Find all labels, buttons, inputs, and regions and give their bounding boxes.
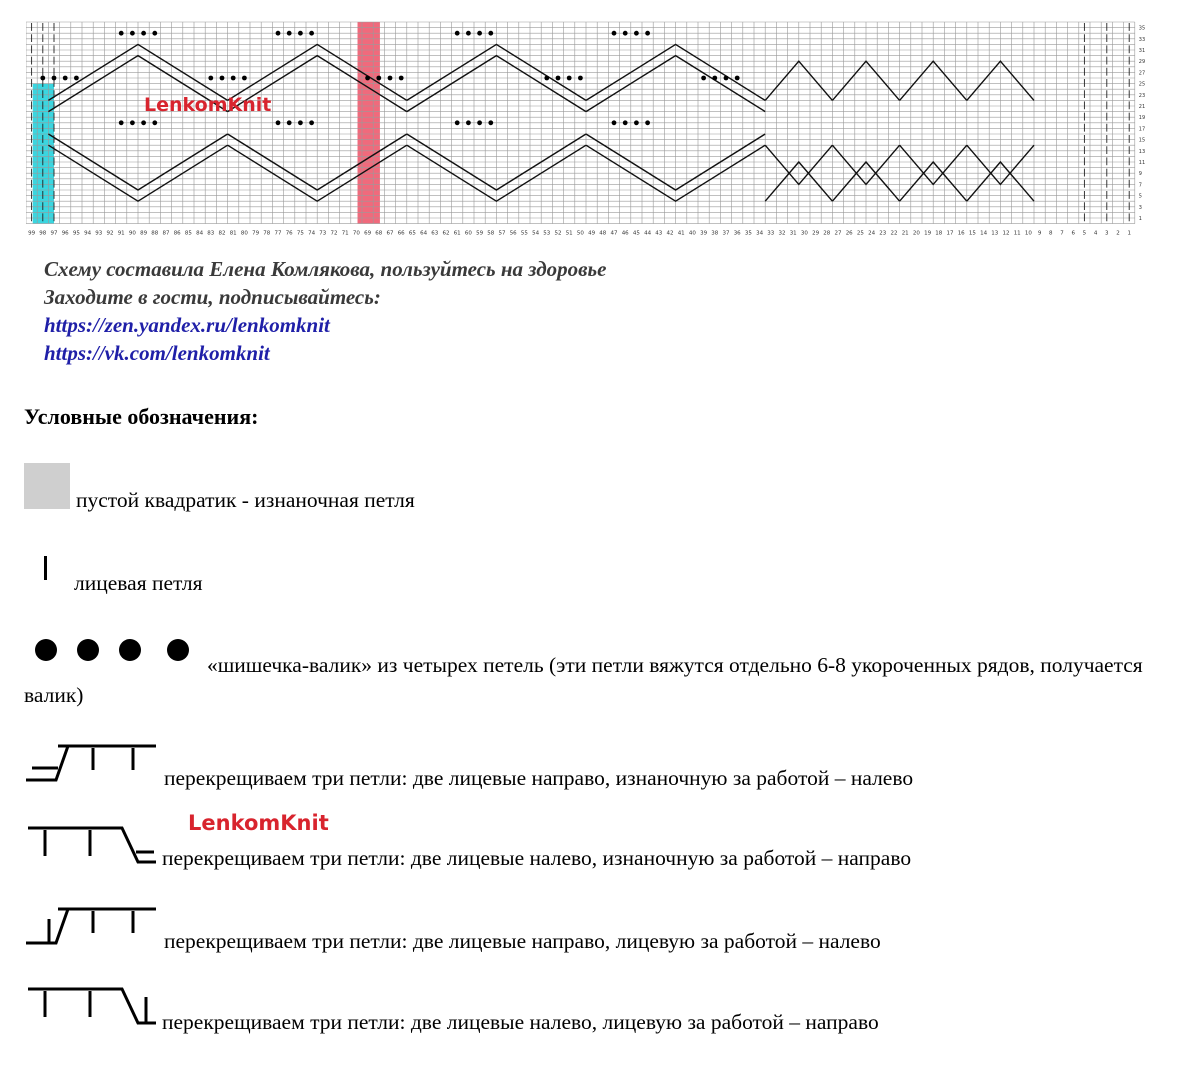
col-label: 21 bbox=[901, 230, 909, 237]
col-label: 43 bbox=[655, 230, 663, 237]
bobble-dot bbox=[645, 31, 650, 36]
bobble-dot bbox=[365, 76, 370, 81]
col-label: 17 bbox=[946, 230, 954, 237]
col-label: 24 bbox=[868, 230, 876, 237]
col-label: 48 bbox=[599, 230, 607, 237]
bobble-dot bbox=[488, 31, 493, 36]
col-label: 22 bbox=[890, 230, 898, 237]
col-label: 26 bbox=[845, 230, 853, 237]
col-label: 40 bbox=[688, 230, 696, 237]
col-label: 91 bbox=[117, 230, 125, 237]
col-label: 99 bbox=[28, 230, 36, 237]
col-label: 29 bbox=[812, 230, 820, 237]
bobble-dot bbox=[298, 31, 303, 36]
col-label: 75 bbox=[296, 230, 304, 237]
col-label: 34 bbox=[756, 230, 764, 237]
credits-invite: Заходите в гости, подписывайтесь: bbox=[44, 285, 381, 309]
col-label: 76 bbox=[285, 230, 293, 237]
col-label: 49 bbox=[588, 230, 596, 237]
bobble-dot bbox=[701, 76, 706, 81]
bobble-dot bbox=[152, 31, 157, 36]
col-label: 30 bbox=[800, 230, 808, 237]
col-label: 4 bbox=[1093, 230, 1098, 237]
col-label: 19 bbox=[924, 230, 932, 237]
bobble-dot bbox=[242, 76, 247, 81]
col-label: 28 bbox=[823, 230, 831, 237]
bobble-dot bbox=[141, 31, 146, 36]
col-label: 84 bbox=[196, 230, 204, 237]
col-label: 69 bbox=[364, 230, 372, 237]
col-label: 3 bbox=[1105, 230, 1109, 237]
bobble-dot bbox=[208, 76, 213, 81]
col-label: 32 bbox=[778, 230, 786, 237]
bobble-dot bbox=[712, 76, 717, 81]
bobble-dot bbox=[298, 120, 303, 125]
bobble-dot bbox=[578, 76, 583, 81]
col-label: 97 bbox=[50, 230, 58, 237]
row-label: 35 bbox=[1138, 25, 1146, 32]
col-label: 12 bbox=[1002, 230, 1010, 237]
col-label: 51 bbox=[565, 230, 573, 237]
cross-left-knit-symbol bbox=[22, 983, 162, 1029]
row-label: 7 bbox=[1138, 182, 1142, 189]
col-label: 79 bbox=[252, 230, 260, 237]
col-label: 70 bbox=[352, 230, 360, 237]
bobble-dot bbox=[623, 31, 628, 36]
col-label: 53 bbox=[543, 230, 551, 237]
col-label: 93 bbox=[95, 230, 103, 237]
knit-sticks bbox=[32, 23, 1130, 221]
bobble-dot bbox=[735, 76, 740, 81]
col-label: 8 bbox=[1049, 230, 1053, 237]
col-label: 36 bbox=[733, 230, 741, 237]
knit-symbol bbox=[40, 555, 52, 585]
col-label: 66 bbox=[397, 230, 405, 237]
bobble-dot bbox=[130, 120, 135, 125]
bobble-dot bbox=[287, 31, 292, 36]
cross-right-knit-symbol bbox=[22, 903, 162, 949]
bobble-dot bbox=[399, 76, 404, 81]
col-label: 1 bbox=[1127, 230, 1131, 237]
col-label: 11 bbox=[1013, 230, 1021, 237]
col-label: 2 bbox=[1116, 230, 1120, 237]
col-label: 35 bbox=[744, 230, 752, 237]
bobble-dot bbox=[376, 76, 381, 81]
bobble-dot bbox=[152, 120, 157, 125]
bobble-dot bbox=[477, 31, 482, 36]
col-label: 25 bbox=[856, 230, 864, 237]
col-label: 58 bbox=[487, 230, 495, 237]
bobble-dot bbox=[612, 31, 617, 36]
legend-title: Условные обозначения: bbox=[24, 404, 259, 429]
legend-purl: пустой квадратик - изнаночная петля bbox=[76, 488, 415, 512]
legend-watermark: LenkomKnit bbox=[188, 811, 329, 835]
col-label: 47 bbox=[610, 230, 618, 237]
col-label: 5 bbox=[1082, 230, 1087, 237]
bobble-dot bbox=[623, 120, 628, 125]
row-label: 19 bbox=[1138, 115, 1146, 122]
row-label: 3 bbox=[1138, 204, 1142, 211]
col-label: 16 bbox=[957, 230, 965, 237]
col-label: 50 bbox=[576, 230, 584, 237]
bobble-dot bbox=[141, 120, 146, 125]
credits bbox=[44, 255, 606, 367]
col-label: 85 bbox=[184, 230, 192, 237]
legend-cross-2: перекрещиваем три петли: две лицевые налево, изнаночную за работой – направо bbox=[162, 846, 912, 870]
col-label: 56 bbox=[509, 230, 517, 237]
vk-link[interactable]: https://vk.com/lenkomknit bbox=[44, 341, 270, 365]
row-label: 29 bbox=[1138, 59, 1146, 66]
bobble-dot bbox=[724, 76, 729, 81]
row-label: 15 bbox=[1138, 137, 1146, 144]
legend-cross-3: перекрещиваем три петли: две лицевые направо, лицевую за работой – налево bbox=[164, 929, 881, 953]
col-label: 42 bbox=[666, 230, 674, 237]
bobble-dot bbox=[287, 120, 292, 125]
col-label: 55 bbox=[520, 230, 528, 237]
col-label: 45 bbox=[632, 230, 640, 237]
cross-right-purl-symbol bbox=[22, 740, 162, 786]
legend-cross-1: перекрещиваем три петли: две лицевые направо, изнаночную за работой – налево bbox=[164, 766, 914, 790]
col-label: 20 bbox=[912, 230, 920, 237]
bobble-dot bbox=[634, 120, 639, 125]
col-label: 98 bbox=[39, 230, 47, 237]
col-label: 88 bbox=[151, 230, 159, 237]
col-label: 67 bbox=[386, 230, 394, 237]
bobble-dot bbox=[488, 120, 493, 125]
col-label: 73 bbox=[319, 230, 327, 237]
row-label: 9 bbox=[1138, 171, 1142, 178]
bobble-dot bbox=[612, 120, 617, 125]
col-label: 87 bbox=[162, 230, 170, 237]
row-label: 1 bbox=[1138, 216, 1142, 222]
col-label: 81 bbox=[229, 230, 237, 237]
col-label: 86 bbox=[173, 230, 181, 237]
row-label: 27 bbox=[1138, 70, 1146, 77]
col-label: 46 bbox=[621, 230, 629, 237]
col-label: 57 bbox=[498, 230, 506, 237]
cross-left-purl-symbol bbox=[22, 822, 162, 868]
bobble-dot bbox=[130, 31, 135, 36]
bobble-dot bbox=[52, 76, 57, 81]
bobble-dot bbox=[276, 120, 281, 125]
col-label: 61 bbox=[453, 230, 461, 237]
col-label: 77 bbox=[274, 230, 282, 237]
col-label: 52 bbox=[554, 230, 562, 237]
col-label: 59 bbox=[476, 230, 484, 237]
row-label: 5 bbox=[1138, 193, 1142, 200]
chart-grid bbox=[26, 20, 1172, 242]
col-label: 14 bbox=[980, 230, 988, 237]
legend-bobble: «шишечка-валик» из четырех петель (эти петли вяжутся отдельно 6-8 укороченных рядов, получается валик) bbox=[24, 653, 1143, 707]
legend-cross-4: перекрещиваем три петли: две лицевые налево, лицевую за работой – направо bbox=[162, 1010, 879, 1034]
row-label: 33 bbox=[1138, 36, 1146, 43]
row-label: 31 bbox=[1138, 48, 1146, 54]
col-label: 33 bbox=[767, 230, 775, 237]
col-label: 38 bbox=[711, 230, 719, 237]
bobble-dot bbox=[466, 120, 471, 125]
col-label: 62 bbox=[442, 230, 450, 237]
col-label: 13 bbox=[991, 230, 999, 237]
col-label: 39 bbox=[700, 230, 708, 237]
col-label: 78 bbox=[263, 230, 271, 237]
col-label: 64 bbox=[420, 230, 428, 237]
col-label: 72 bbox=[330, 230, 338, 237]
chart-watermark: LenkomKnit bbox=[144, 94, 272, 116]
col-label: 10 bbox=[1024, 230, 1032, 237]
col-label: 6 bbox=[1071, 230, 1075, 237]
bobble-dot bbox=[567, 76, 572, 81]
zen-link[interactable]: https://zen.yandex.ru/lenkomknit bbox=[44, 313, 330, 337]
col-label: 89 bbox=[140, 230, 148, 237]
bobble-dot bbox=[63, 76, 68, 81]
knitting-chart bbox=[26, 20, 1172, 242]
bobble-dot bbox=[231, 76, 236, 81]
row-label: 23 bbox=[1138, 92, 1146, 99]
col-label: 63 bbox=[431, 230, 439, 237]
col-label: 27 bbox=[834, 230, 842, 237]
col-label: 96 bbox=[61, 230, 69, 237]
bobble-dot bbox=[119, 31, 124, 36]
bobble-dot bbox=[455, 120, 460, 125]
highlight-left bbox=[33, 84, 54, 224]
col-label: 37 bbox=[722, 230, 730, 237]
col-label: 68 bbox=[375, 230, 383, 237]
bobble-dot bbox=[466, 31, 471, 36]
bobble-dot bbox=[556, 76, 561, 81]
bobble-dot bbox=[309, 120, 314, 125]
col-label: 23 bbox=[879, 230, 887, 237]
col-label: 41 bbox=[677, 230, 685, 237]
col-label: 65 bbox=[408, 230, 416, 237]
col-label: 95 bbox=[72, 230, 80, 237]
col-label: 7 bbox=[1060, 230, 1064, 237]
col-label: 15 bbox=[968, 230, 976, 237]
purl-symbol bbox=[24, 463, 70, 509]
col-label: 80 bbox=[240, 230, 248, 237]
col-label: 74 bbox=[308, 230, 316, 237]
bobble-dot bbox=[477, 120, 482, 125]
bobble-dot bbox=[74, 76, 79, 81]
bobble-dot bbox=[634, 31, 639, 36]
bobble-dot bbox=[645, 120, 650, 125]
col-label: 90 bbox=[128, 230, 136, 237]
bobble-dot bbox=[544, 76, 549, 81]
col-label: 94 bbox=[84, 230, 92, 237]
row-label: 21 bbox=[1138, 104, 1146, 110]
bobble-dot bbox=[40, 76, 45, 81]
col-label: 92 bbox=[106, 230, 114, 237]
bobble-dot bbox=[276, 31, 281, 36]
col-label: 83 bbox=[207, 230, 215, 237]
bobble-dot bbox=[309, 31, 314, 36]
col-label: 9 bbox=[1037, 230, 1042, 237]
col-label: 82 bbox=[218, 230, 226, 237]
bobble-dot bbox=[388, 76, 393, 81]
bobble-dot bbox=[220, 76, 225, 81]
col-label: 54 bbox=[532, 230, 540, 237]
legend-knit: лицевая петля bbox=[74, 571, 203, 595]
col-label: 18 bbox=[935, 230, 943, 237]
row-label: 17 bbox=[1138, 126, 1146, 133]
bobble-dot bbox=[119, 120, 124, 125]
col-label: 44 bbox=[644, 230, 652, 237]
grid-lines bbox=[26, 22, 1135, 224]
col-label: 71 bbox=[341, 230, 349, 237]
row-label: 11 bbox=[1138, 160, 1146, 166]
bobble-dot bbox=[455, 31, 460, 36]
row-label: 13 bbox=[1138, 148, 1146, 155]
row-label: 25 bbox=[1138, 81, 1146, 88]
credits-author: Схему составила Елена Комлякова, пользуйтесь на здоровье bbox=[44, 257, 607, 281]
col-label: 31 bbox=[789, 230, 797, 237]
col-label: 60 bbox=[464, 230, 472, 237]
